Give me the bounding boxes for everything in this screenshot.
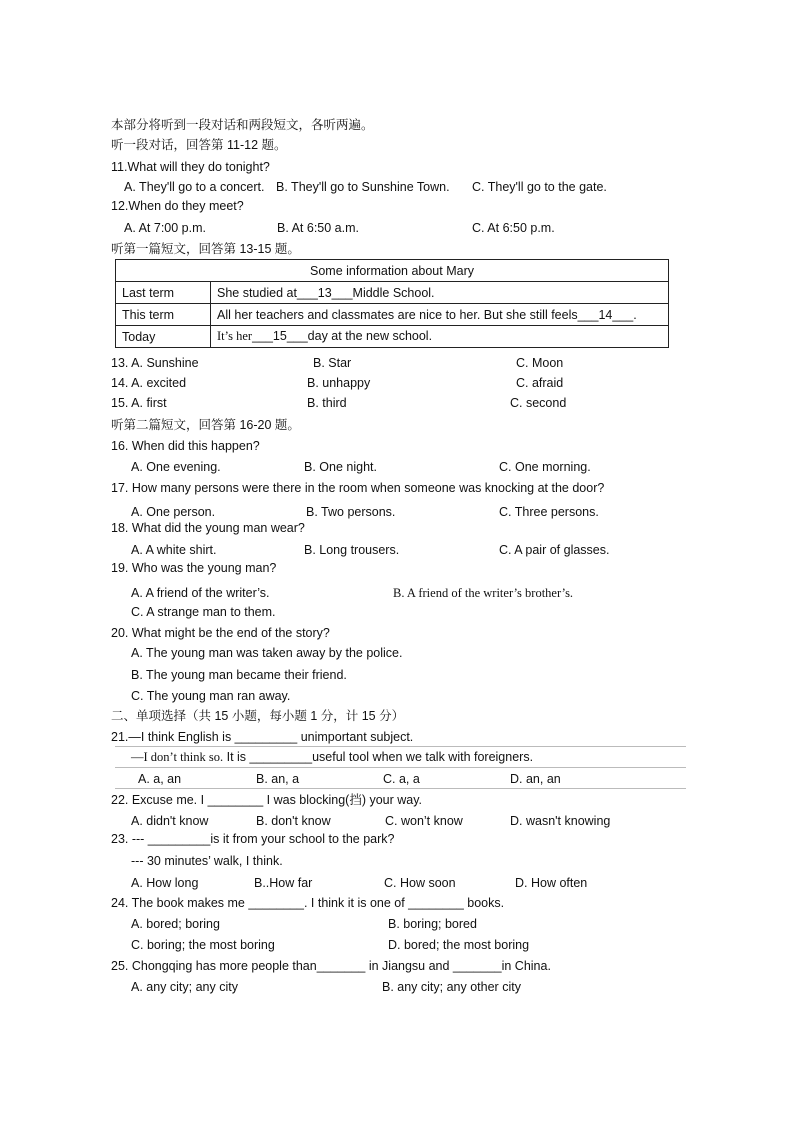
q23-stem-line-1: 23. --- _________is it from your school to the park? xyxy=(111,832,395,846)
q25-stem: 25. Chongqing has more people than_______ in Jiangsu and _______in China. xyxy=(111,959,551,973)
q21-stem-line-1: 21.—I think English is _________ unimportant subject. xyxy=(111,730,414,744)
q14-option-b: B. unhappy xyxy=(307,376,371,390)
q16-stem: 16. When did this happen? xyxy=(111,439,260,453)
q23-stem-line-2: --- 30 minutes’ walk, I think. xyxy=(131,854,283,868)
q22-option-c: C. won’t know xyxy=(385,814,463,828)
q14-option-a: 14. A. excited xyxy=(111,376,187,390)
table-row-label: Last term xyxy=(116,282,211,304)
rule-line xyxy=(115,788,686,789)
q19-option-a: A. A friend of the writer’s. xyxy=(131,586,270,600)
q16-option-b: B. One night. xyxy=(304,460,377,474)
q21-stem-line-2-serif: —I don’t think so. xyxy=(131,750,224,764)
rule-line xyxy=(115,767,686,768)
q23-option-c: C. How soon xyxy=(384,876,456,890)
q12-option-c: C. At 6:50 p.m. xyxy=(472,221,555,235)
table-row-text-serif: It’s her xyxy=(217,329,253,343)
q17-option-b: B. Two persons. xyxy=(306,505,396,519)
q19-stem: 19. Who was the young man? xyxy=(111,561,277,575)
q21-stem-line-2 xyxy=(131,750,533,765)
q24-option-b: B. boring; bored xyxy=(388,917,477,931)
passage1-intro: 听第一篇短文，回答第 13-15 题。 xyxy=(111,242,300,256)
rule-line xyxy=(115,746,686,747)
intro-line-1: 本部分将听到一段对话和两段短文，各听两遍。 xyxy=(111,118,374,132)
q20-option-b: B. The young man became their friend. xyxy=(131,668,347,682)
q11-option-c: C. They'll go to the gate. xyxy=(472,180,607,194)
q15-option-c: C. second xyxy=(510,396,567,410)
q17-option-c: C. Three persons. xyxy=(499,505,599,519)
q12-option-a: A. At 7:00 p.m. xyxy=(124,221,206,235)
table-row-text: All her teachers and classmates are nice to her. But she still feels___14___. xyxy=(211,304,669,326)
q15-option-b: B. third xyxy=(307,396,347,410)
q12-option-b: B. At 6:50 a.m. xyxy=(277,221,359,235)
q16-option-a: A. One evening. xyxy=(131,460,221,474)
q14-option-c: C. afraid xyxy=(516,376,564,390)
q18-stem: 18. What did the young man wear? xyxy=(111,521,305,535)
q15-option-a: 15. A. first xyxy=(111,396,167,410)
q17-stem: 17. How many persons were there in the room when someone was knocking at the door? xyxy=(111,481,605,495)
table-row-label: Today xyxy=(116,326,211,348)
q21-option-b: B. an, a xyxy=(256,772,300,786)
passage2-intro: 听第二篇短文，回答第 16-20 题。 xyxy=(111,418,300,432)
q23-option-b: B..How far xyxy=(254,876,313,890)
q13-option-a: 13. A. Sunshine xyxy=(111,356,199,370)
table-row xyxy=(116,282,669,304)
q21-option-d: D. an, an xyxy=(510,772,561,786)
q25-option-b: B. any city; any other city xyxy=(382,980,521,994)
q22-option-d: D. wasn't knowing xyxy=(510,814,611,828)
q20-stem: 20. What might be the end of the story? xyxy=(111,626,330,640)
q12-stem: 12.When do they meet? xyxy=(111,199,244,213)
q24-option-d: D. bored; the most boring xyxy=(388,938,530,952)
section-2-heading: 二、单项选择（共 15 小题，每小题 1 分，计 15 分） xyxy=(111,709,405,723)
q19-option-b: B. A friend of the writer’s brother’s. xyxy=(393,586,574,600)
q24-option-c: C. boring; the most boring xyxy=(131,938,275,952)
mary-info-table xyxy=(115,259,669,348)
q25-option-a: A. any city; any city xyxy=(131,980,238,994)
q16-option-c: C. One morning. xyxy=(499,460,591,474)
table-row xyxy=(116,304,669,326)
q18-option-a: A. A white shirt. xyxy=(131,543,217,557)
table-title: Some information about Mary xyxy=(116,260,669,282)
q21-option-a: A. a, an xyxy=(138,772,182,786)
q20-option-a: A. The young man was taken away by the police. xyxy=(131,646,403,660)
table-row-label: This term xyxy=(116,304,211,326)
q17-option-a: A. One person. xyxy=(131,505,216,519)
q19-option-c: C. A strange man to them. xyxy=(131,605,276,619)
q24-stem: 24. The book makes me ________. I think it is one of ________ books. xyxy=(111,896,505,910)
q21-option-c: C. a, a xyxy=(383,772,420,786)
table-row-text: She studied at___13___Middle School. xyxy=(211,282,669,304)
table-row-text-rest: ___15___day at the new school. xyxy=(252,329,433,343)
table-row-text xyxy=(211,326,669,348)
intro-line-2: 听一段对话，回答第 11-12 题。 xyxy=(111,138,287,152)
q21-stem-line-2-rest: It is _________useful tool when we talk with foreigners. xyxy=(223,750,534,764)
q13-option-c: C. Moon xyxy=(516,356,564,370)
q11-option-b: B. They'll go to Sunshine Town. xyxy=(276,180,450,194)
q11-stem: 11.What will they do tonight? xyxy=(111,160,270,174)
q22-option-a: A. didn't know xyxy=(131,814,209,828)
q11-option-a: A. They'll go to a concert. xyxy=(124,180,265,194)
table-title-row xyxy=(116,260,669,282)
q24-option-a: A. bored; boring xyxy=(131,917,220,931)
q20-option-c: C. The young man ran away. xyxy=(131,689,291,703)
q13-option-b: B. Star xyxy=(313,356,352,370)
table-row xyxy=(116,326,669,348)
q23-option-d: D. How often xyxy=(515,876,588,890)
q18-option-c: C. A pair of glasses. xyxy=(499,543,610,557)
q22-stem: 22. Excuse me. I ________ I was blocking(挡) your way. xyxy=(111,793,423,807)
q23-option-a: A. How long xyxy=(131,876,199,890)
q18-option-b: B. Long trousers. xyxy=(304,543,400,557)
q22-option-b: B. don't know xyxy=(256,814,331,828)
